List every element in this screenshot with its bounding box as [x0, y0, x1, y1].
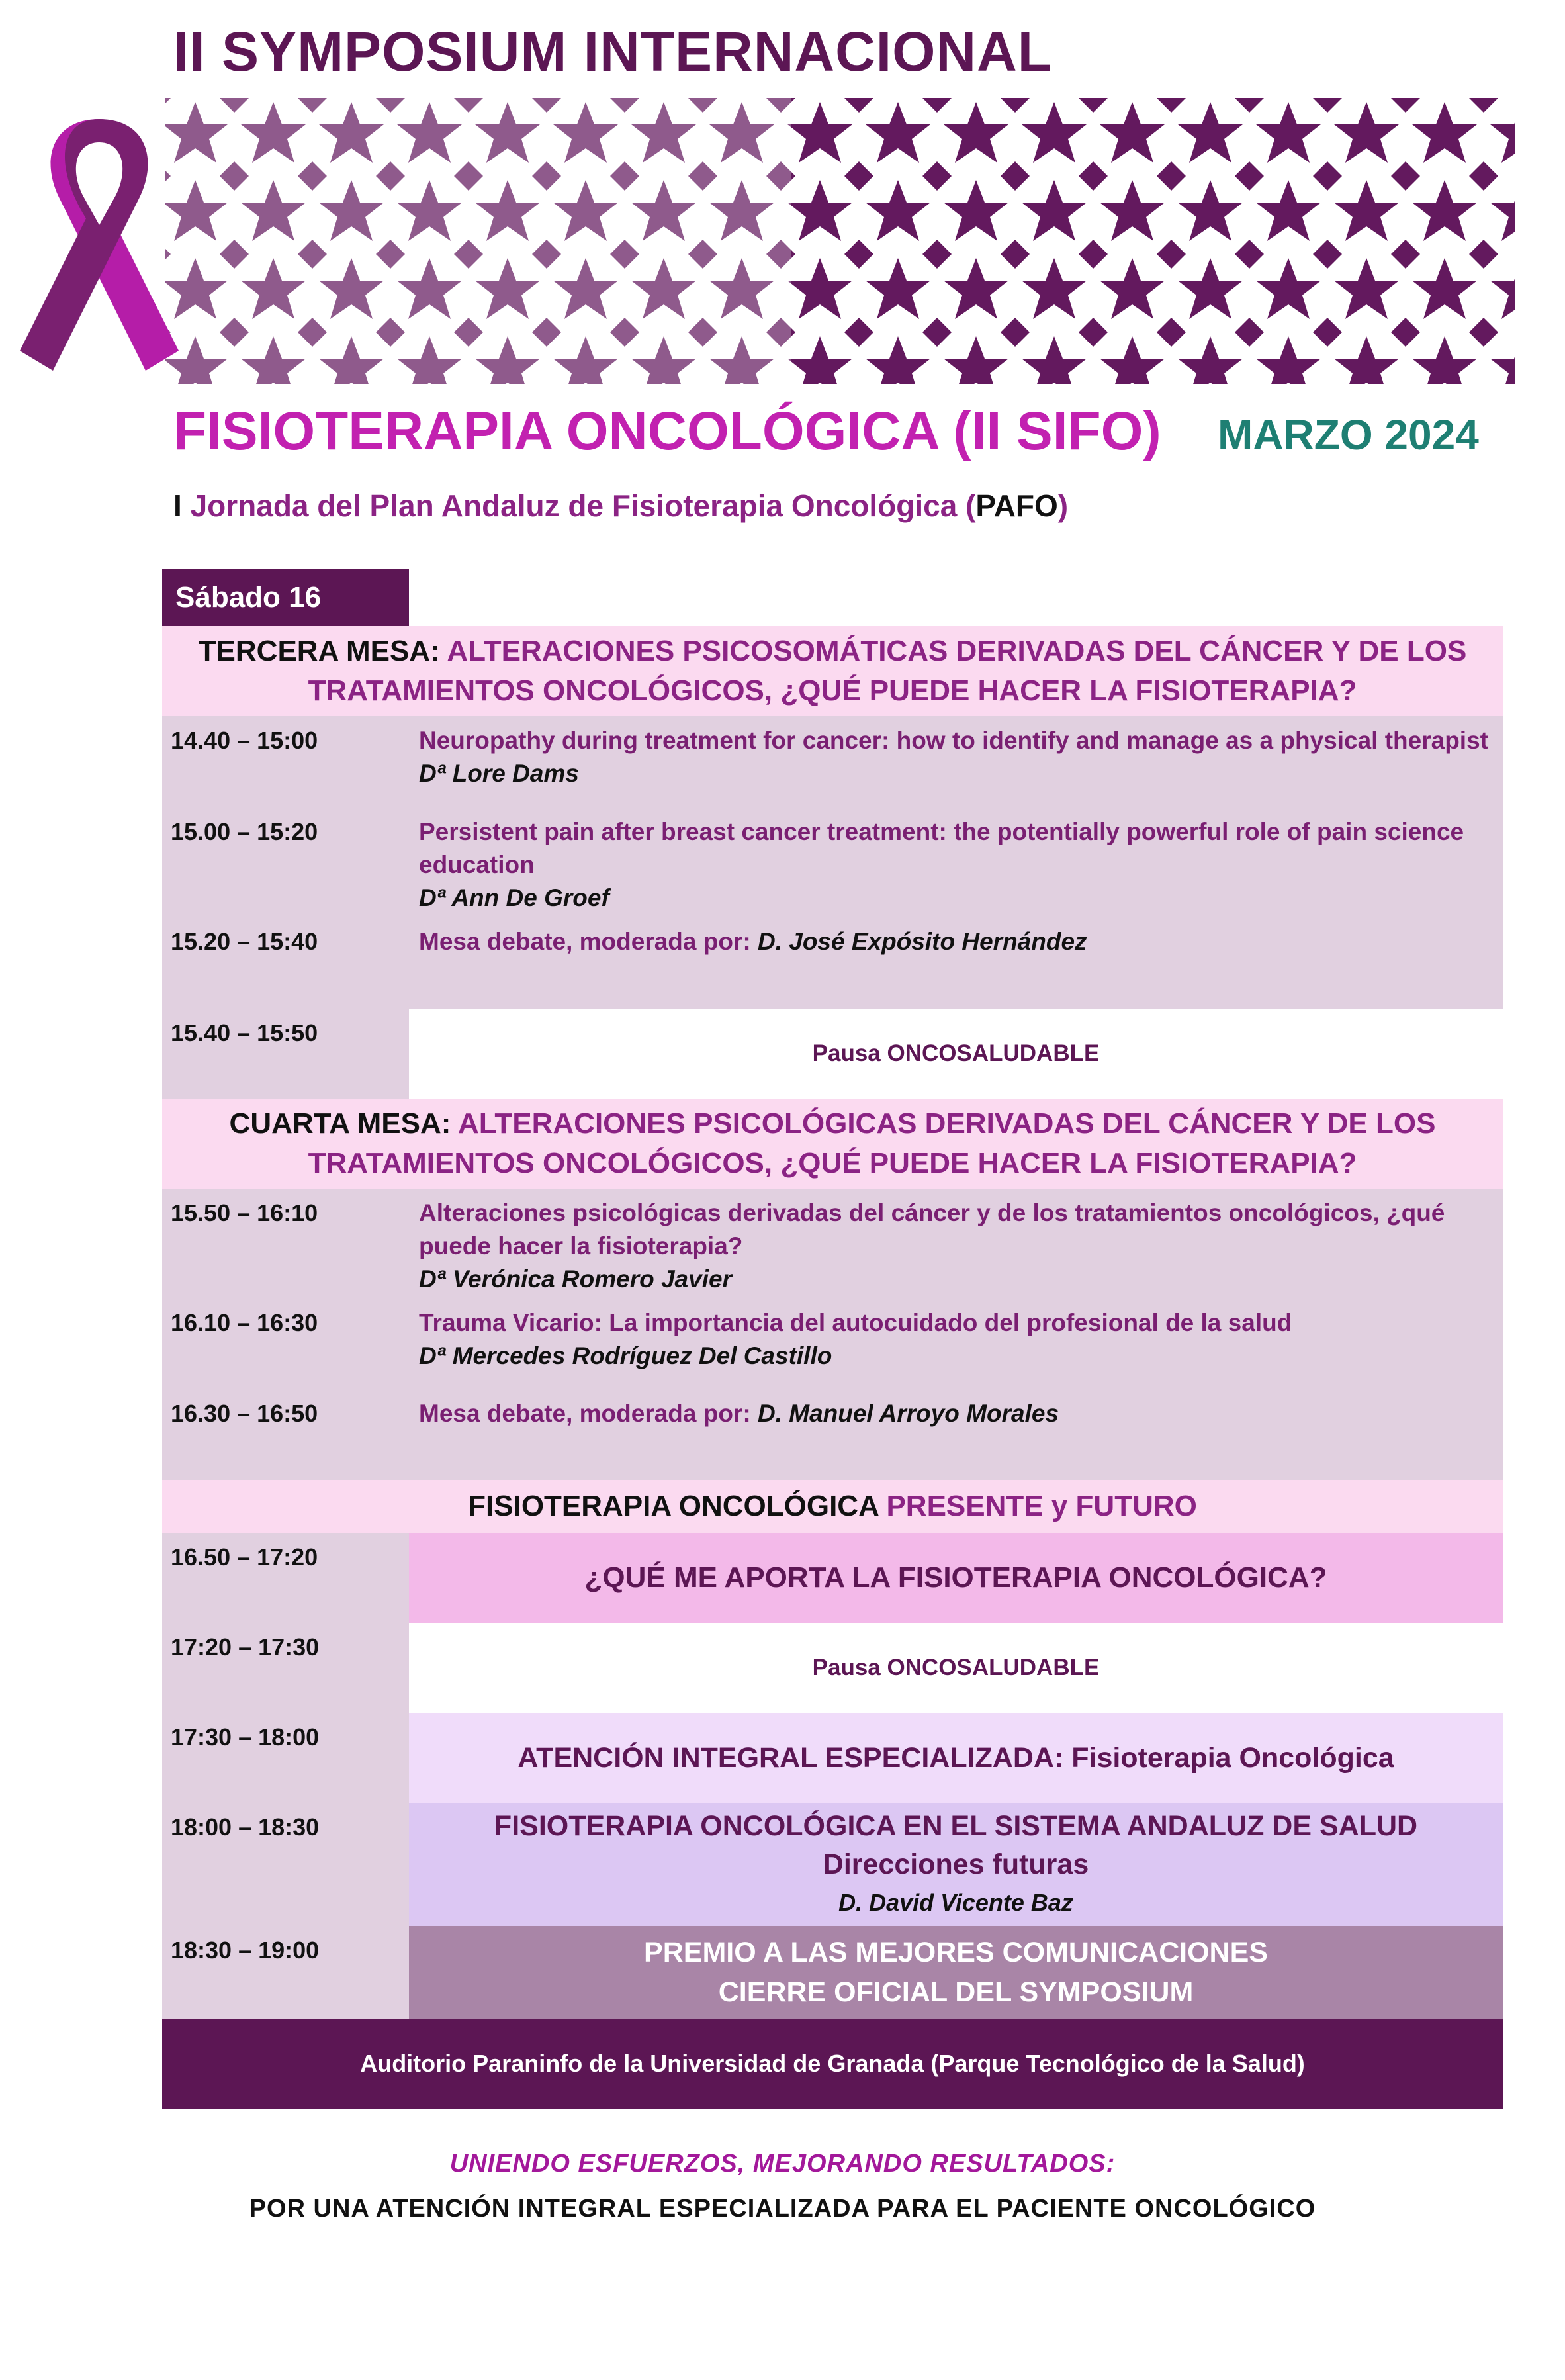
talk-title: Trauma Vicario: La importancia del autocuidado del profesional de la salud: [419, 1309, 1292, 1336]
slogan-line1: UNIENDO ESFUERZOS, MEJORANDO RESULTADOS:: [449, 2150, 1116, 2177]
talk-title: Neuropathy during treatment for cancer: how to identify and manage as a physical therapist: [419, 727, 1488, 754]
talk-title: Persistent pain after breast cancer treatment: the potentially powerful role of pain science education: [419, 818, 1464, 878]
debate-label: Mesa debate, moderada por:: [419, 1400, 758, 1427]
subtitle-main: Jornada del Plan Andaluz de Fisioterapia Oncológica (: [190, 488, 976, 523]
mesa3-label: TERCERA MESA:: [198, 635, 447, 667]
event-date: MARZO 2024: [1218, 411, 1479, 459]
venue-banner: Auditorio Paraninfo de la Universidad de Granada (Parque Tecnológico de la Salud): [162, 2019, 1503, 2109]
slot-time: 15.40 – 15:50: [171, 1019, 318, 1046]
subtitle-acronym: PAFO: [975, 488, 1058, 523]
break-box: Pausa ONCOSALUDABLE: [409, 1009, 1503, 1099]
speaker-name: D. David Vicente Baz: [838, 1889, 1073, 1916]
slot-time: 17:30 – 18:00: [171, 1723, 320, 1751]
speaker-name: Dª Mercedes Rodríguez Del Castillo: [419, 1342, 832, 1369]
talk-item: [419, 1306, 1491, 1373]
closing-title-line2: CIERRE OFICIAL DEL SYMPOSIUM: [718, 1976, 1194, 2008]
event-title: FISIOTERAPIA ONCOLÓGICA (II SIFO): [173, 401, 1161, 461]
plenary-title: ATENCIÓN INTEGRAL ESPECIALIZADA: Fisioterapia Oncológica: [517, 1741, 1394, 1774]
talk-item: [419, 815, 1491, 915]
plenary-title-line2: Direcciones futuras: [823, 1849, 1089, 1880]
mesa4-label: CUARTA MESA:: [229, 1107, 458, 1140]
mesa4-title-line2: TRATAMIENTOS ONCOLÓGICOS, ¿QUÉ PUEDE HACER LA FISIOTERAPIA?: [308, 1147, 1357, 1179]
session-header-future: [162, 1480, 1503, 1533]
slot-time: 16.30 – 16:50: [171, 1400, 318, 1427]
slot-time: 16.50 – 17:20: [171, 1543, 318, 1571]
debate-item: [419, 925, 1491, 958]
debate-item: [419, 1397, 1491, 1430]
speaker-name: Dª Lore Dams: [419, 760, 579, 787]
slot-time: 16.10 – 16:30: [171, 1309, 318, 1336]
subtitle-roman: I: [173, 488, 191, 523]
session-header-mesa3: [162, 626, 1503, 716]
arabesque-banner: [0, 98, 1515, 384]
talk-title: Alteraciones psicológicas derivadas del cáncer y de los tratamientos oncológicos, ¿qué puede hacer la fisioterapia?: [419, 1199, 1445, 1259]
mesa3-title-line1: ALTERACIONES PSICOSOMÁTICAS DERIVADAS DEL CÁNCER Y DE LOS: [447, 635, 1467, 667]
mesa3-title-line2: TRATAMIENTOS ONCOLÓGICOS, ¿QUÉ PUEDE HACER LA FISIOTERAPIA?: [308, 674, 1357, 707]
closing-title-line1: PREMIO A LAS MEJORES COMUNICACIONES: [644, 1937, 1268, 1968]
event-subtitle: [173, 488, 1068, 524]
session-header-mesa4: [162, 1099, 1503, 1189]
talk-item: [419, 724, 1491, 790]
speaker-name: Dª Verónica Romero Javier: [419, 1265, 732, 1293]
debate-label: Mesa debate, moderada por:: [419, 928, 758, 955]
future-label: FISIOTERAPIA ONCOLÓGICA: [468, 1490, 887, 1522]
slot-time: 18:30 – 19:00: [171, 1937, 320, 1964]
plenary-title: ¿QUÉ ME APORTA LA FISIOTERAPIA ONCOLÓGICA?: [584, 1561, 1327, 1594]
symposium-heading: II SYMPOSIUM INTERNACIONAL: [173, 21, 1053, 83]
plenary-title-line1: FISIOTERAPIA ONCOLÓGICA EN EL SISTEMA ANDALUZ DE SALUD: [494, 1810, 1418, 1842]
awareness-ribbon-icon: [13, 106, 185, 384]
break-box: Pausa ONCOSALUDABLE: [409, 1623, 1503, 1713]
future-title: PRESENTE y FUTURO: [886, 1490, 1197, 1522]
plenary-block: [409, 1803, 1503, 1926]
slogan-line2: POR UNA ATENCIÓN INTEGRAL ESPECIALIZADA PARA EL PACIENTE ONCOLÓGICO: [249, 2195, 1316, 2222]
slot-time: 15.50 – 16:10: [171, 1199, 318, 1226]
plenary-block: [409, 1713, 1503, 1803]
subtitle-close: ): [1057, 488, 1069, 523]
slot-time: 15.20 – 15:40: [171, 928, 318, 955]
slot-time: 17:20 – 17:30: [171, 1633, 320, 1661]
speaker-name: Dª Ann De Groef: [419, 884, 609, 911]
slot-time: 14.40 – 15:00: [171, 727, 318, 754]
day-tab: Sábado 16: [162, 569, 409, 626]
moderator-name: D. Manuel Arroyo Morales: [757, 1400, 1059, 1427]
closing-block: [409, 1926, 1503, 2019]
plenary-block: [409, 1533, 1503, 1623]
mesa4-title-line1: ALTERACIONES PSICOLÓGICAS DERIVADAS DEL CÁNCER Y DE LOS: [458, 1107, 1436, 1140]
slot-time: 15.00 – 15:20: [171, 818, 318, 845]
talk-item: [419, 1197, 1491, 1296]
slot-time: 18:00 – 18:30: [171, 1813, 320, 1841]
moderator-name: D. José Expósito Hernández: [757, 928, 1087, 955]
